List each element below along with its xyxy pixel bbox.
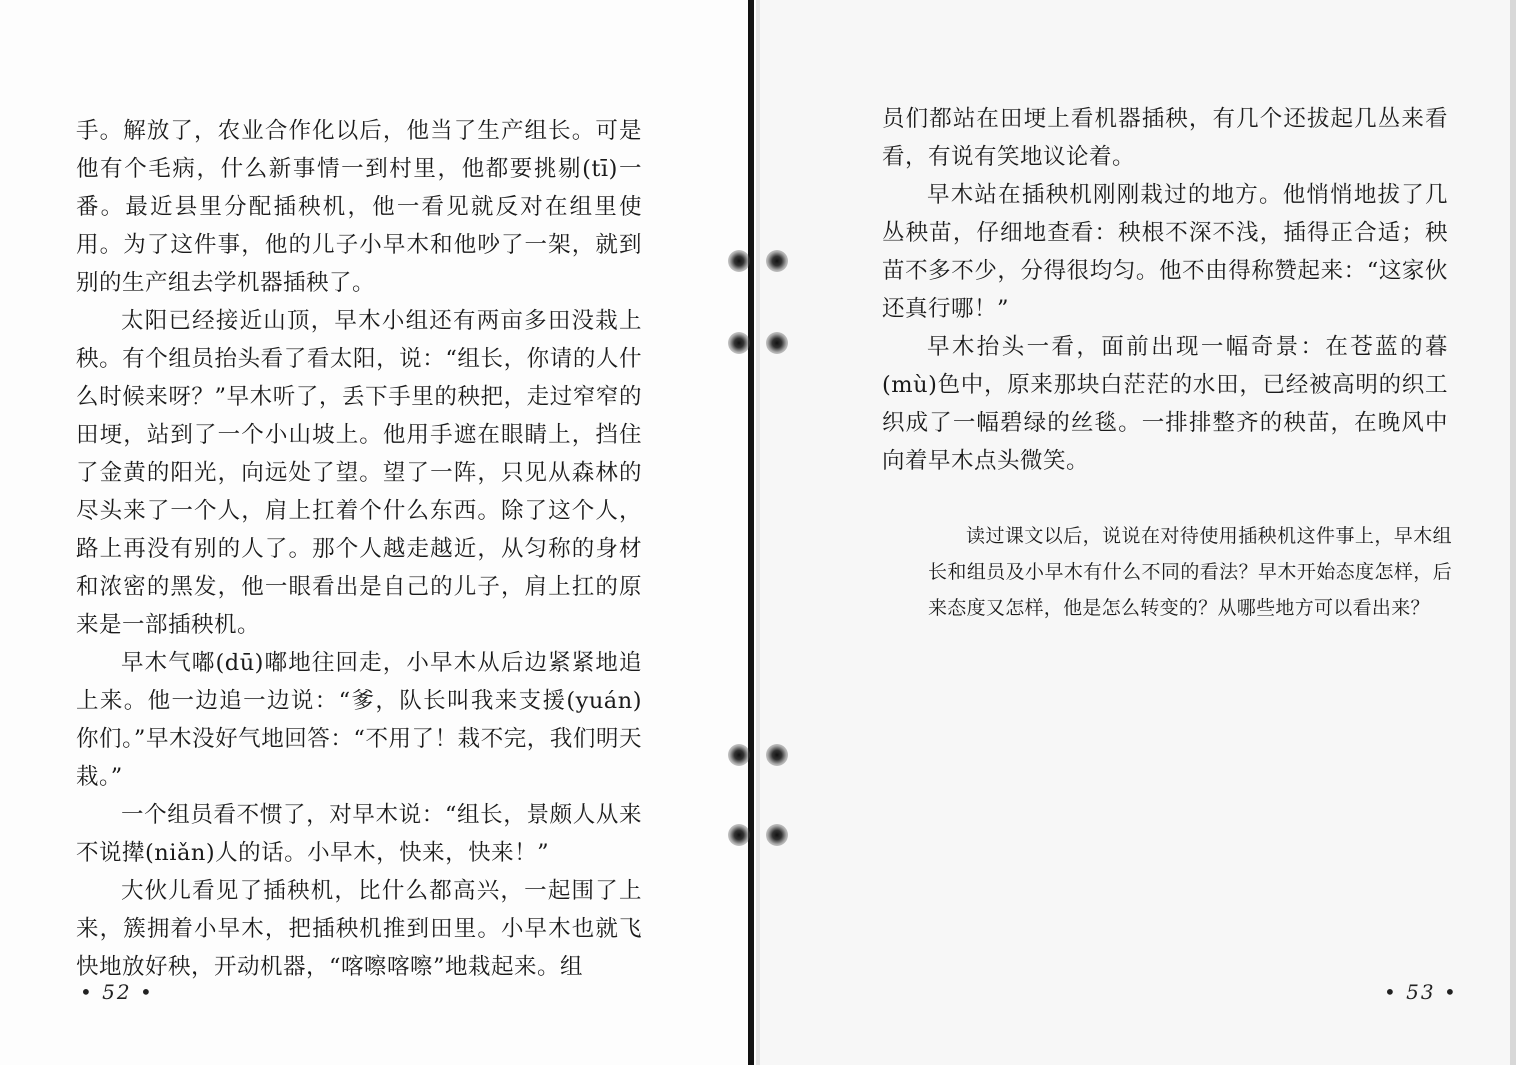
paragraph: 早木抬头一看，面前出现一幅奇景：在苍蓝的暮(mù)色中，原来那块白茫茫的水田，已经被高明的织工织成了一幅碧绿的丝毯。一排排整齐的秧苗，在晚风中向着早木点头微笑。 (882, 334, 1448, 474)
left-page-text (76, 112, 642, 986)
binding-hole-icon (728, 824, 750, 846)
paragraph: 早木站在插秧机刚刚栽过的地方。他悄悄地拔了几丛秧苗，仔细地查看：秧根不深不浅，插得正合适；秧苗不多不少，分得很均匀。他不由得称赞起来：“这家伙还真行哪！” (882, 182, 1448, 322)
binding-hole-icon (728, 332, 750, 354)
right-page-text (882, 100, 1448, 480)
binding-hole-icon (766, 332, 788, 354)
binding-hole-icon (728, 744, 750, 766)
page-edge (1510, 0, 1516, 1065)
exercise-text: 读过课文以后，说说在对待使用插秧机这件事上，早木组长和组员及小早木有什么不同的看法？早木开始态度怎样，后来态度又怎样，他是怎么转变的？从哪些地方可以看出来？ (928, 525, 1452, 619)
page-number-left: • 52 • (80, 980, 154, 1004)
paragraph: 早木气嘟(dū)嘟地往回走，小早木从后边紧紧地追上来。他一边追一边说：“爹，队长叫我来支援(yuán)你们。”早木没好气地回答：“不用了！栽不完，我们明天栽。” (76, 650, 642, 790)
paragraph: 大伙儿看见了插秧机，比什么都高兴，一起围了上来，簇拥着小早木，把插秧机推到田里。小早木也就飞快地放好秧，开动机器，“喀嚓喀嚓”地栽起来。组 (76, 878, 642, 980)
paragraph: 太阳已经接近山顶，早木小组还有两亩多田没栽上秧。有个组员抬头看了看太阳，说：“组长，你请的人什么时候来呀？”早木听了，丢下手里的秧把，走过窄窄的田埂，站到了一个小山坡上。他用手遮在眼睛上，挡住了金黄的阳光，向远处了望。望了一阵，只见从森林的尽头来了一个人，肩上扛着个什么东西。除了这个人，路上再没有别的人了。那个人越走越近，从匀称的身材和浓密的黑发，他一眼看出是自己的儿子，肩上扛的原来是一部插秧机。 (76, 308, 642, 638)
binding-hole-icon (728, 250, 750, 272)
binding-hole-icon (766, 744, 788, 766)
paragraph: 一个组员看不惯了，对早木说：“组长，景颇人从来不说撵(niǎn)人的话。小早木，快来，快来！” (76, 802, 642, 866)
exercise-box (928, 518, 1452, 626)
left-page (0, 0, 752, 1065)
paragraph: 手。解放了，农业合作化以后，他当了生产组长。可是他有个毛病，什么新事情一到村里，他都要挑剔(tī)一番。最近县里分配插秧机，他一看见就反对在组里使用。为了这件事，他的儿子小早木和他吵了一架，就到别的生产组去学机器插秧了。 (76, 118, 642, 296)
binding-hole-icon (766, 250, 788, 272)
right-page (760, 0, 1516, 1065)
binding-hole-icon (766, 824, 788, 846)
page-number-right: • 53 • (1384, 980, 1458, 1004)
paragraph: 员们都站在田埂上看机器插秧，有几个还拔起几丛来看看，有说有笑地议论着。 (882, 106, 1448, 170)
binding-gutter (748, 0, 754, 1065)
